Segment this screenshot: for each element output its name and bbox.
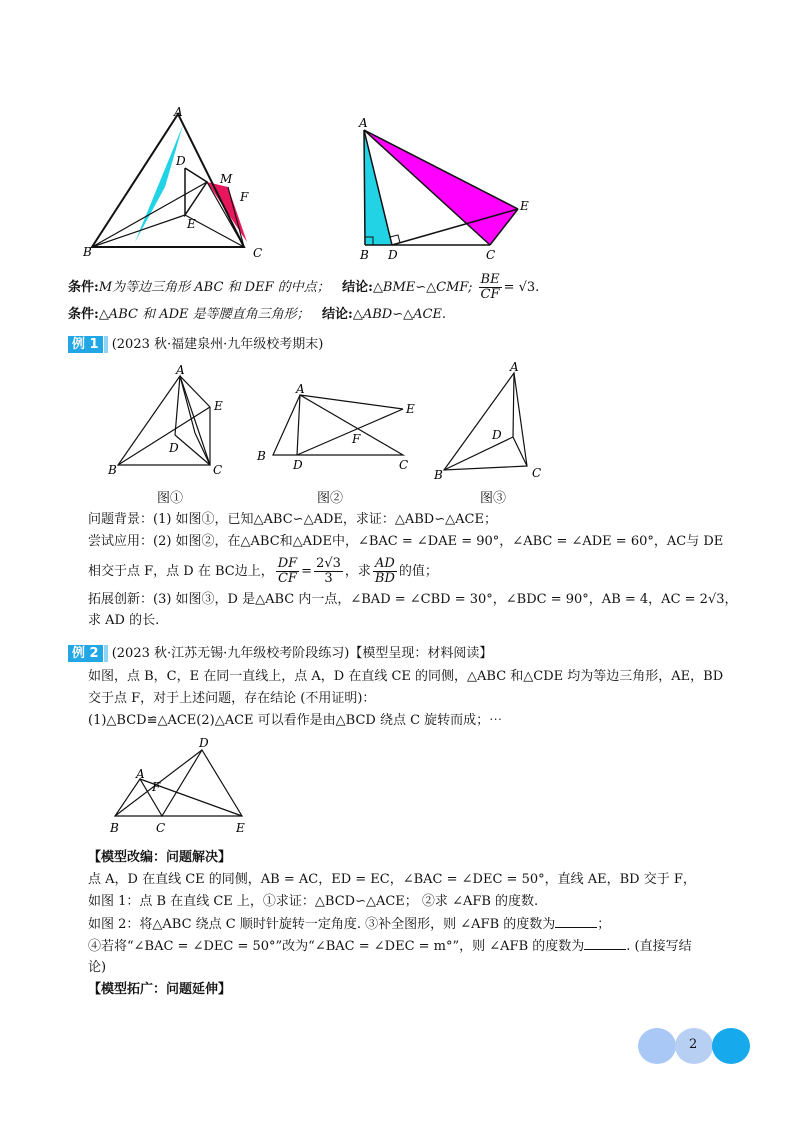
ex2-label-e: E bbox=[236, 821, 245, 835]
ex2-p5: 如图 1：点 B 在直线 CE 上，①求证：△BCD∽△ACE； ②求 ∠AFB 的度数. bbox=[88, 894, 539, 909]
ex1-fig3-label-b: B bbox=[434, 468, 443, 482]
fig1-label-c: C bbox=[253, 246, 263, 260]
ex2-p2: 交于点 F，对于上述问题，存在结论 (不用证明)： bbox=[88, 691, 376, 706]
figure-ex1-1 bbox=[105, 362, 235, 482]
conclusion-label: 结论: bbox=[342, 280, 373, 295]
ex2-label-a: A bbox=[136, 767, 145, 781]
equals-sign: = bbox=[301, 564, 313, 579]
condition-2 bbox=[68, 306, 446, 324]
figure-equilateral-triangles bbox=[80, 100, 280, 265]
fig1-label-b: B bbox=[83, 245, 92, 259]
ex1-q3-continued: 求 AD 的长. bbox=[88, 613, 160, 628]
frac-2root3: 2√3 bbox=[316, 556, 341, 571]
ex1-q3: 拓展创新：(3) 如图③，D 是△ABC 内一点，∠BAD = ∠CBD = 30°，∠BDC = 90°，AB = 4，AC = 2√3， bbox=[88, 592, 738, 607]
example-2-header bbox=[68, 645, 492, 663]
ex1-fig2-label-a: A bbox=[296, 382, 305, 396]
ex1-fig3-label-c: C bbox=[532, 466, 542, 480]
fig1-label-f: F bbox=[240, 190, 249, 204]
ex1-fig1-label-d: D bbox=[169, 441, 179, 455]
ex1-fig2-label-c: C bbox=[399, 458, 409, 472]
figure-caption-1: 图① bbox=[157, 491, 184, 506]
ex1-fig2-label-f: F bbox=[352, 432, 361, 446]
ex1-fig1-label-b: B bbox=[108, 463, 117, 477]
fig2-label-d: D bbox=[388, 248, 398, 262]
ex1-fig2-label-d: D bbox=[293, 458, 303, 472]
ex2-heading-model-extend: 【模型拓广：问题延伸】 bbox=[88, 982, 232, 997]
tag-accent-bar bbox=[104, 645, 108, 662]
ex1-fig2-label-b: B bbox=[257, 449, 266, 463]
condition-2-text: △ABC 和 ADE 是等腰直角三角形； bbox=[98, 307, 310, 322]
ex2-label-f: F bbox=[152, 780, 161, 794]
frac-3: 3 bbox=[324, 571, 333, 586]
page-number: 2 bbox=[689, 1037, 698, 1052]
ex2-p3: (1)△BCD≌△ACE(2)△ACE 可以看作是由△BCD 绕点 C 旋转而成；⋯ bbox=[88, 713, 503, 728]
fig2-label-c: C bbox=[486, 248, 496, 262]
condition-label: 条件: bbox=[68, 280, 99, 295]
ex1-q2b-post: 的值； bbox=[398, 564, 438, 579]
fig1-label-m: M bbox=[220, 172, 233, 186]
condition-label: 条件: bbox=[68, 307, 99, 322]
ex1-fig1-label-e: E bbox=[214, 399, 223, 413]
example-1-header bbox=[68, 336, 323, 354]
ex1-fig3-label-a: A bbox=[510, 360, 519, 374]
fig1-label-d: D bbox=[176, 154, 186, 168]
conclusion-2-text: △ABD∽△ACE. bbox=[352, 307, 447, 322]
ex1-fig2-label-e: E bbox=[406, 402, 415, 416]
answer-blank-3[interactable] bbox=[555, 915, 597, 928]
example-2-tag: 例 2 bbox=[68, 645, 103, 662]
ex2-label-c: C bbox=[156, 821, 166, 835]
fig1-label-a: A bbox=[174, 105, 183, 119]
page-badge-left bbox=[638, 1028, 676, 1064]
answer-blank-4[interactable] bbox=[584, 937, 626, 950]
ex1-q2b-pre: 相交于点 F，点 D 在 BC边上， bbox=[88, 564, 274, 579]
fig2-label-e: E bbox=[520, 199, 529, 213]
ex2-p6-post: ； bbox=[597, 917, 611, 932]
ex1-q2: 尝试应用：(2) 如图②，在△ABC和△ADE中，∠BAC = ∠DAE = 90°，∠ABC = ∠ADE = 60°，AC与 DE bbox=[88, 534, 724, 549]
conclusion-1-tail: = √3. bbox=[503, 280, 540, 295]
ex2-p6-pre: 如图 2：将△ABC 绕点 C 顺时针旋转一定角度. ③补全图形，则 ∠AFB 的度数为 bbox=[88, 917, 556, 932]
frac-ad: AD bbox=[373, 557, 397, 572]
tag-accent-bar bbox=[104, 336, 108, 353]
fig2-label-b: B bbox=[360, 248, 369, 262]
ex2-p7 bbox=[88, 937, 692, 956]
ex1-q2-continued bbox=[88, 556, 438, 588]
frac-cf: CF bbox=[277, 571, 297, 586]
frac-bd: BD bbox=[374, 571, 395, 586]
figure-isosceles-right-triangles bbox=[350, 112, 540, 267]
fraction-be-cf: $\frac{BE}{CF}$ bbox=[480, 272, 500, 302]
ex1-fig1-label-a: A bbox=[176, 363, 185, 377]
ex2-label-b: B bbox=[110, 821, 119, 835]
conclusion-1-text: △BME∽△CMF; bbox=[372, 280, 473, 295]
figure-caption-2: 图② bbox=[317, 491, 344, 506]
ex2-p7-post: . (直接写结 bbox=[626, 939, 692, 954]
fig1-label-e: E bbox=[187, 217, 196, 231]
figure-ex2 bbox=[100, 732, 260, 842]
frac-df: DF bbox=[277, 556, 298, 571]
ex2-p4: 点 A，D 在直线 CE 的同侧，AB = AC，ED = EC，∠BAC = ∠DEC = 50°，直线 AE，BD 交于 F， bbox=[88, 872, 696, 887]
condition-1 bbox=[68, 273, 539, 302]
fig2-label-a: A bbox=[359, 116, 368, 130]
figure-ex1-2 bbox=[253, 380, 423, 480]
page-badge-right bbox=[712, 1028, 750, 1064]
conclusion-label: 结论: bbox=[322, 307, 353, 322]
ex1-q1: 问题背景：(1) 如图①，已知△ABC∽△ADE，求证：△ABD∽△ACE； bbox=[88, 512, 497, 527]
example-2-source: (2023 秋·江苏无锡·九年级校考阶段练习)【模型呈现：材料阅读】 bbox=[111, 646, 493, 661]
figure-caption-3: 图③ bbox=[480, 491, 507, 506]
ex1-q2b-mid: ，求 bbox=[344, 564, 371, 579]
ex1-fig3-label-d: D bbox=[492, 428, 502, 442]
condition-1-text: M为等边三角形 ABC 和 DEF 的中点； bbox=[98, 280, 330, 295]
ex2-p7-pre: ④若将“∠BAC = ∠DEC = 50°”改为“∠BAC = ∠DEC = m°”，则 ∠AFB 的度数为 bbox=[88, 939, 585, 954]
figure-ex1-3 bbox=[430, 357, 560, 482]
ex2-p8: 论) bbox=[88, 960, 107, 975]
ex2-heading-model-adapt: 【模型改编：问题解决】 bbox=[88, 850, 232, 865]
ex2-p6 bbox=[88, 915, 610, 934]
ex2-p1: 如图，点 B，C，E 在同一直线上，点 A，D 在直线 CE 的同侧，△ABC 和△CDE 均为等边三角形，AE，BD bbox=[88, 669, 724, 684]
ex1-fig1-label-c: C bbox=[213, 463, 223, 477]
example-1-source: (2023 秋·福建泉州·九年级校考期末) bbox=[111, 337, 324, 352]
ex2-label-d: D bbox=[199, 736, 209, 750]
example-1-tag: 例 1 bbox=[68, 336, 103, 353]
